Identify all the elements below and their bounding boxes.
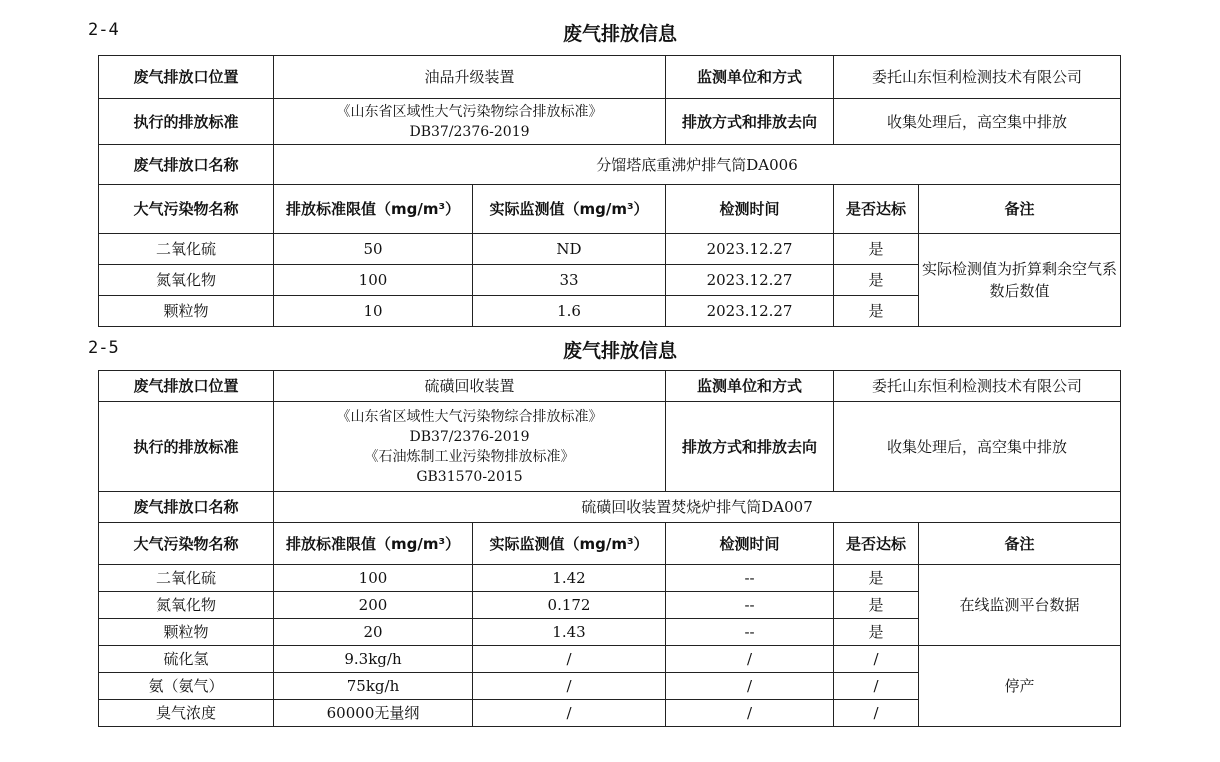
test-time: / [666,673,834,700]
pollutant-name: 颗粒物 [99,619,274,646]
standard-value [274,402,666,492]
compliance: / [834,673,919,700]
limit-value: 100 [274,565,473,592]
compliance: 是 [834,234,919,265]
table-row [99,402,1121,492]
emission-table-2-5 [98,370,1121,727]
outlet-name-label: 废气排放口名称 [99,145,274,185]
compliance: 是 [834,619,919,646]
test-time: -- [666,565,834,592]
col-header: 备注 [919,185,1121,234]
table-row [99,371,1121,402]
test-time: 2023.12.27 [666,296,834,327]
monitor-unit-value: 委托山东恒利检测技术有限公司 [834,371,1121,402]
col-header: 排放标准限值（mg/m³） [274,185,473,234]
standard-line: 《山东省区域性大气污染物综合排放标准》 [336,408,603,425]
location-label: 废气排放口位置 [99,56,274,99]
pollutant-name: 颗粒物 [99,296,274,327]
col-header: 检测时间 [666,523,834,565]
table-row [99,565,1121,592]
monitor-unit-value: 委托山东恒利检测技术有限公司 [834,56,1121,99]
limit-value: 9.3kg/h [274,646,473,673]
actual-value: 33 [473,265,666,296]
test-time: / [666,700,834,727]
actual-value: ND [473,234,666,265]
limit-value: 75kg/h [274,673,473,700]
standard-label: 执行的排放标准 [99,99,274,145]
limit-value: 10 [274,296,473,327]
column-header-row [99,523,1121,565]
col-header: 大气污染物名称 [99,185,274,234]
monitor-unit-label: 监测单位和方式 [666,56,834,99]
test-time: -- [666,619,834,646]
table-row [99,56,1121,99]
col-header: 是否达标 [834,523,919,565]
section-number: 2-4 [88,20,119,40]
compliance: 是 [834,265,919,296]
actual-value: 0.172 [473,592,666,619]
limit-value: 60000无量纲 [274,700,473,727]
test-time: / [666,646,834,673]
table-row [99,646,1121,673]
pollutant-name: 硫化氢 [99,646,274,673]
column-header-row [99,185,1121,234]
compliance: / [834,700,919,727]
monitor-unit-label: 监测单位和方式 [666,371,834,402]
test-time: 2023.12.27 [666,265,834,296]
pollutant-name: 臭气浓度 [99,700,274,727]
section-number: 2-5 [88,338,119,358]
limit-value: 200 [274,592,473,619]
location-value: 油品升级装置 [274,56,666,99]
location-value: 硫磺回收装置 [274,371,666,402]
test-time: 2023.12.27 [666,234,834,265]
section-title: 废气排放信息 [562,340,677,362]
compliance: / [834,646,919,673]
test-time: -- [666,592,834,619]
location-label: 废气排放口位置 [99,371,274,402]
table-row [99,492,1121,523]
pollutant-name: 二氧化硫 [99,565,274,592]
standard-line: GB31570-2015 [416,468,523,485]
remark: 在线监测平台数据 [919,565,1121,646]
emission-table-2-4 [98,55,1121,327]
standard-line: 《山东省区域性大气污染物综合排放标准》 [336,103,603,120]
col-header: 大气污染物名称 [99,523,274,565]
discharge-method-value: 收集处理后，高空集中排放 [834,99,1121,145]
section-title: 废气排放信息 [562,23,677,45]
actual-value: / [473,700,666,727]
actual-value: 1.6 [473,296,666,327]
limit-value: 20 [274,619,473,646]
col-header: 实际监测值（mg/m³） [473,185,666,234]
col-header: 备注 [919,523,1121,565]
table-row [99,234,1121,265]
limit-value: 100 [274,265,473,296]
col-header: 实际监测值（mg/m³） [473,523,666,565]
remark: 实际检测值为折算剩余空气系数后数值 [919,234,1121,327]
compliance: 是 [834,296,919,327]
table-row [99,145,1121,185]
discharge-method-value: 收集处理后，高空集中排放 [834,402,1121,492]
standard-line: DB37/2376-2019 [409,428,530,445]
outlet-name-value: 分馏塔底重沸炉排气筒DA006 [274,145,1121,185]
table-row [99,99,1121,145]
standard-line: 《石油炼制工业污染物排放标准》 [364,448,575,465]
actual-value: 1.42 [473,565,666,592]
actual-value: / [473,673,666,700]
pollutant-name: 氮氧化物 [99,592,274,619]
col-header: 排放标准限值（mg/m³） [274,523,473,565]
compliance: 是 [834,592,919,619]
discharge-method-label: 排放方式和排放去向 [666,99,834,145]
compliance: 是 [834,565,919,592]
actual-value: / [473,646,666,673]
pollutant-name: 氨（氨气） [99,673,274,700]
standard-label: 执行的排放标准 [99,402,274,492]
standard-value [274,99,666,145]
outlet-name-value: 硫磺回收装置焚烧炉排气筒DA007 [274,492,1121,523]
pollutant-name: 二氧化硫 [99,234,274,265]
limit-value: 50 [274,234,473,265]
pollutant-name: 氮氧化物 [99,265,274,296]
remark: 停产 [919,646,1121,727]
discharge-method-label: 排放方式和排放去向 [666,402,834,492]
col-header: 检测时间 [666,185,834,234]
col-header: 是否达标 [834,185,919,234]
actual-value: 1.43 [473,619,666,646]
outlet-name-label: 废气排放口名称 [99,492,274,523]
standard-line: DB37/2376-2019 [409,123,530,140]
